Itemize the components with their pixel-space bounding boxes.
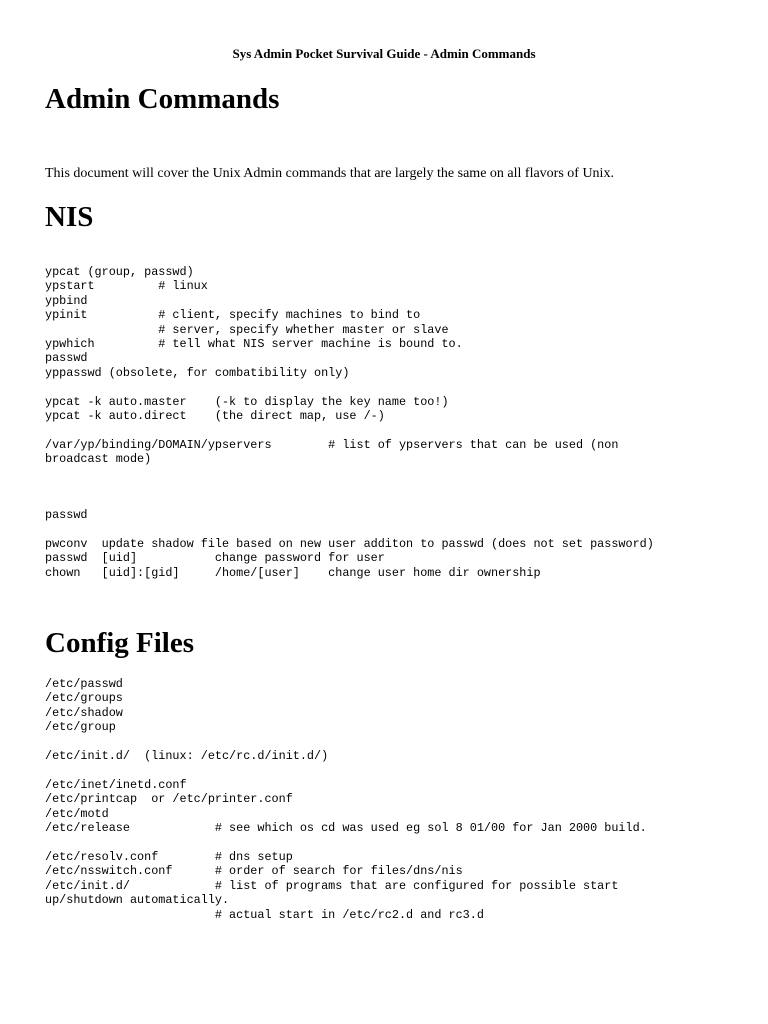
running-header: Sys Admin Pocket Survival Guide - Admin Commands xyxy=(232,46,536,61)
page-title: Admin Commands xyxy=(45,83,280,115)
section-heading-config-files: Config Files xyxy=(45,627,195,659)
intro-paragraph: This document will cover the Unix Admin commands that are largely the same on all flavors of Unix. xyxy=(45,166,614,181)
section-heading-nis: NIS xyxy=(45,201,94,233)
passwd-commands-block: passwd pwconv update shadow file based on new user additon to passwd (does not set password) passwd [uid] change password for user chown [uid]:[gid] /home/[user] change user home dir ownership xyxy=(45,508,654,580)
config-files-block: /etc/passwd /etc/groups /etc/shadow /etc/group /etc/init.d/ (linux: /etc/rc.d/init.d/) /etc/inet/inetd.conf /etc/printcap or /etc/printer.conf /etc/motd /etc/release # see which os cd was used eg sol 8 01/00 for Jan 2000 build. /etc/resolv.conf # dns setup /etc/nsswitch.conf # order of search for files/dns/nis /etc/init.d/ # list of programs that are configured for possible start up/shutdown automatically. # actual start in /etc/rc2.d and rc3.d xyxy=(45,677,647,922)
nis-commands-block: ypcat (group, passwd) ypstart # linux ypbind ypinit # client, specify machines to bind to # server, specify whether master or slave ypwhich # tell what NIS server machine is bound to. passwd yppasswd (obsolete, for combatibility only) ypcat -k auto.master (-k to display the key name too!) ypcat -k auto.direct (the direct map, use /-) /var/yp/binding/DOMAIN/ypservers # list of ypservers that can be used (non broadcast mode) xyxy=(45,265,619,467)
